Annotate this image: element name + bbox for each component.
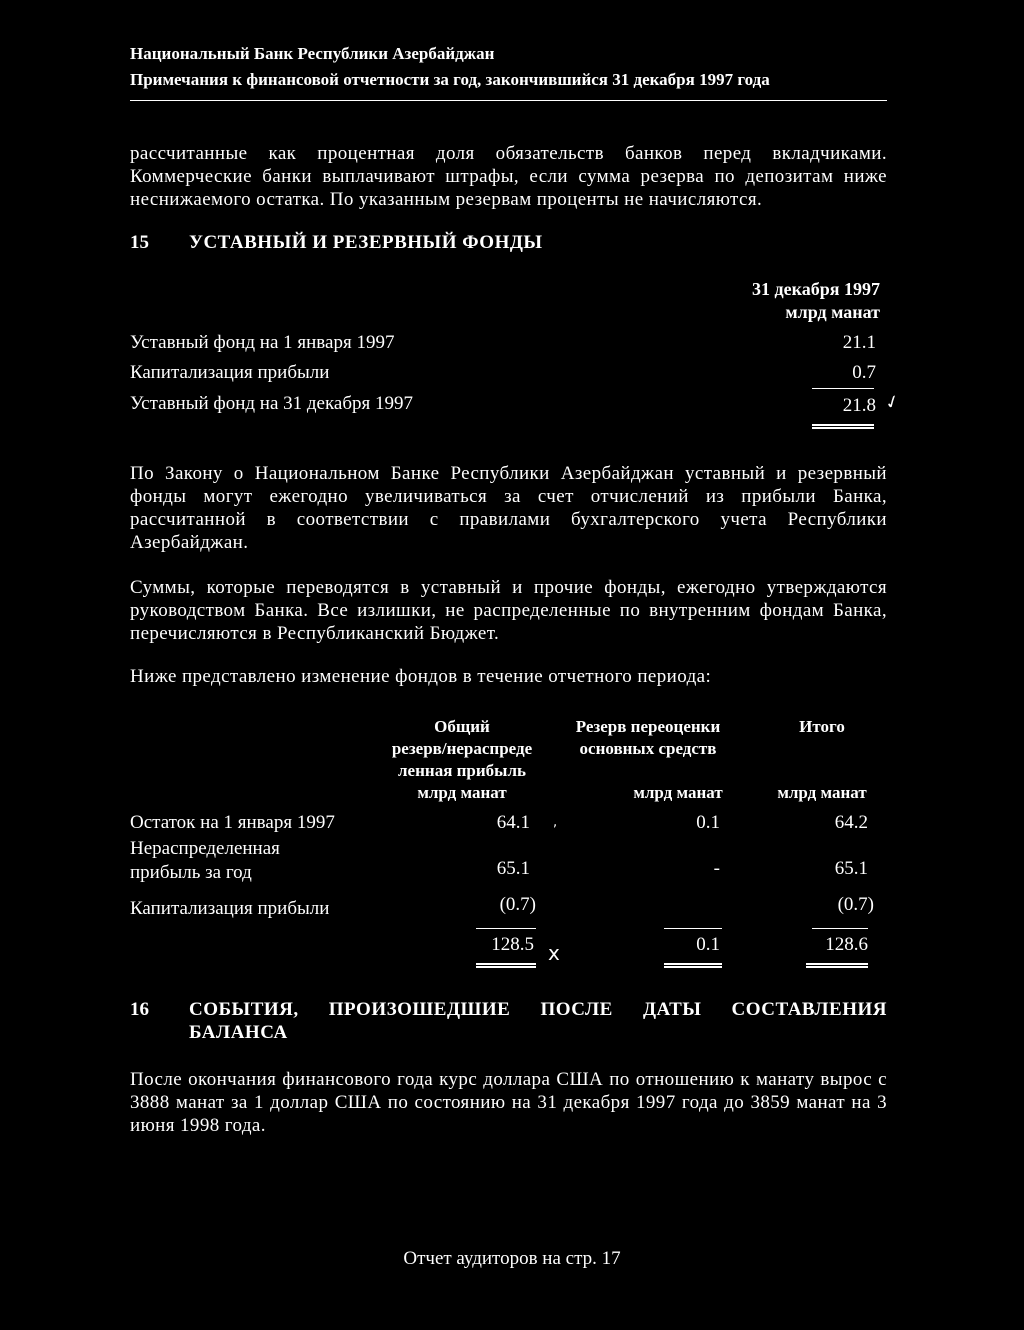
col2-header-line2: основных средств xyxy=(579,739,717,758)
section-16-number: 16 xyxy=(130,999,149,1020)
col1-header-line2: резерв/нераспреде xyxy=(391,739,533,758)
col1-subtotal-rule xyxy=(476,928,536,929)
report-header-title: Национальный Банк Республики Азербайджан xyxy=(130,44,495,63)
col3-total-double-rule xyxy=(806,963,868,968)
page-footer: Отчет аудиторов на стр. 17 xyxy=(403,1248,621,1269)
charter-fund-row-label: Уставный фонд на 1 января 1997 xyxy=(130,332,395,353)
retained-earnings-label-line1: Нераспределенная xyxy=(130,838,280,859)
opening-balance-label: Остаток на 1 января 1997 xyxy=(130,812,335,833)
charter-fund-row-value: 21.1 xyxy=(842,332,876,353)
section-16-paragraph: После окончания финансового года курс доллара США по отношению к манату вырос с 3888 манат за 1 доллар США по состоянию на 31 декабря 1997 года до 3859 манат на 3 июня 1998 года. xyxy=(130,1069,887,1136)
cross-mark-icon: x xyxy=(548,941,560,965)
capitalization-row-label: Капитализация прибыли xyxy=(130,362,330,383)
retained-earnings-col2: - xyxy=(713,858,720,879)
intro-paragraph: рассчитанные как процентная доля обязательств банков перед вкладчиками. Коммерческие банки выплачивают штрафы, если сумма резерва по депозитам ниже неснижаемого остатка. По указанным резервам проценты не начисляются. xyxy=(130,143,887,210)
report-header-subtitle: Примечания к финансовой отчетности за год, закончившийся 31 декабря 1997 года xyxy=(130,70,770,89)
charter-fund-column-date: 31 декабря 1997 xyxy=(752,279,880,299)
col2-subtotal-rule xyxy=(664,928,722,929)
col2-total-double-rule xyxy=(664,963,722,968)
total-col3: 128.6 xyxy=(825,934,868,955)
col3-subtotal-rule xyxy=(812,928,868,929)
comma-mark: , xyxy=(553,815,558,830)
retained-earnings-col1: 65.1 xyxy=(496,858,530,879)
charter-fund-end-row-label: Уставный фонд на 31 декабря 1997 xyxy=(130,393,414,414)
section-15-paragraph-2: Суммы, которые переводятся в уставный и прочие фонды, ежегодно утверждаются руководством Банка. Все излишки, не распределенные по внутренним фондам Банка, перечисляются в Республиканский Бюджет. xyxy=(130,577,887,644)
total-col2: 0.1 xyxy=(696,934,720,955)
col2-header-unit: млрд манат xyxy=(633,783,723,802)
opening-balance-col2: 0.1 xyxy=(696,812,720,833)
charter-fund-column-unit: млрд манат xyxy=(785,302,880,322)
opening-balance-col3: 64.2 xyxy=(834,812,868,833)
section-16-title-line1: СОБЫТИЯ, ПРОИЗОШЕДШИЕ ПОСЛЕ ДАТЫ СОСТАВЛЕНИЯ xyxy=(189,999,887,1020)
capitalization-label: Капитализация прибыли xyxy=(130,898,330,919)
section-15-paragraph-1: По Закону о Национальном Банке Республики Азербайджан уставный и резервный фонды могут ежегодно увеличиваться за счет отчислений из прибыли Банка, рассчитанной в соответствии с правилами бухгалтерского учета Республики Азербайджан. xyxy=(130,463,887,553)
section-15-number: 15 xyxy=(130,232,149,253)
opening-balance-col1: 64.1 xyxy=(496,812,530,833)
retained-earnings-label-line2: прибыль за год xyxy=(130,862,252,883)
col1-header-line3: ленная прибыль xyxy=(398,761,526,780)
capitalization-col3: (0.7) xyxy=(837,894,874,915)
header-divider xyxy=(130,100,887,101)
capitalization-col1: (0.7) xyxy=(499,894,536,915)
col3-header-unit: млрд манат xyxy=(777,783,867,802)
check-mark-icon: ✓ xyxy=(881,390,904,415)
capitalization-row-value: 0.7 xyxy=(852,362,876,383)
col2-header-line1: Резерв переоценки xyxy=(575,717,721,736)
retained-earnings-col3: 65.1 xyxy=(834,858,868,879)
total-col1: 128.5 xyxy=(491,934,534,955)
section-16-title-line2: БАЛАНСА xyxy=(189,1022,288,1043)
section-15-paragraph-3: Ниже представлено изменение фондов в течение отчетного периода: xyxy=(130,666,712,687)
section-15-title: УСТАВНЫЙ И РЕЗЕРВНЫЙ ФОНДЫ xyxy=(189,232,543,253)
col1-header-line1: Общий xyxy=(434,717,490,736)
subtotal-rule xyxy=(812,388,874,389)
col3-header-line1: Итого xyxy=(799,717,845,736)
col1-header-unit: млрд манат xyxy=(417,783,507,802)
col1-total-double-rule xyxy=(476,963,536,968)
charter-fund-end-row-value: 21.8 xyxy=(842,395,876,416)
total-double-rule xyxy=(812,424,874,429)
